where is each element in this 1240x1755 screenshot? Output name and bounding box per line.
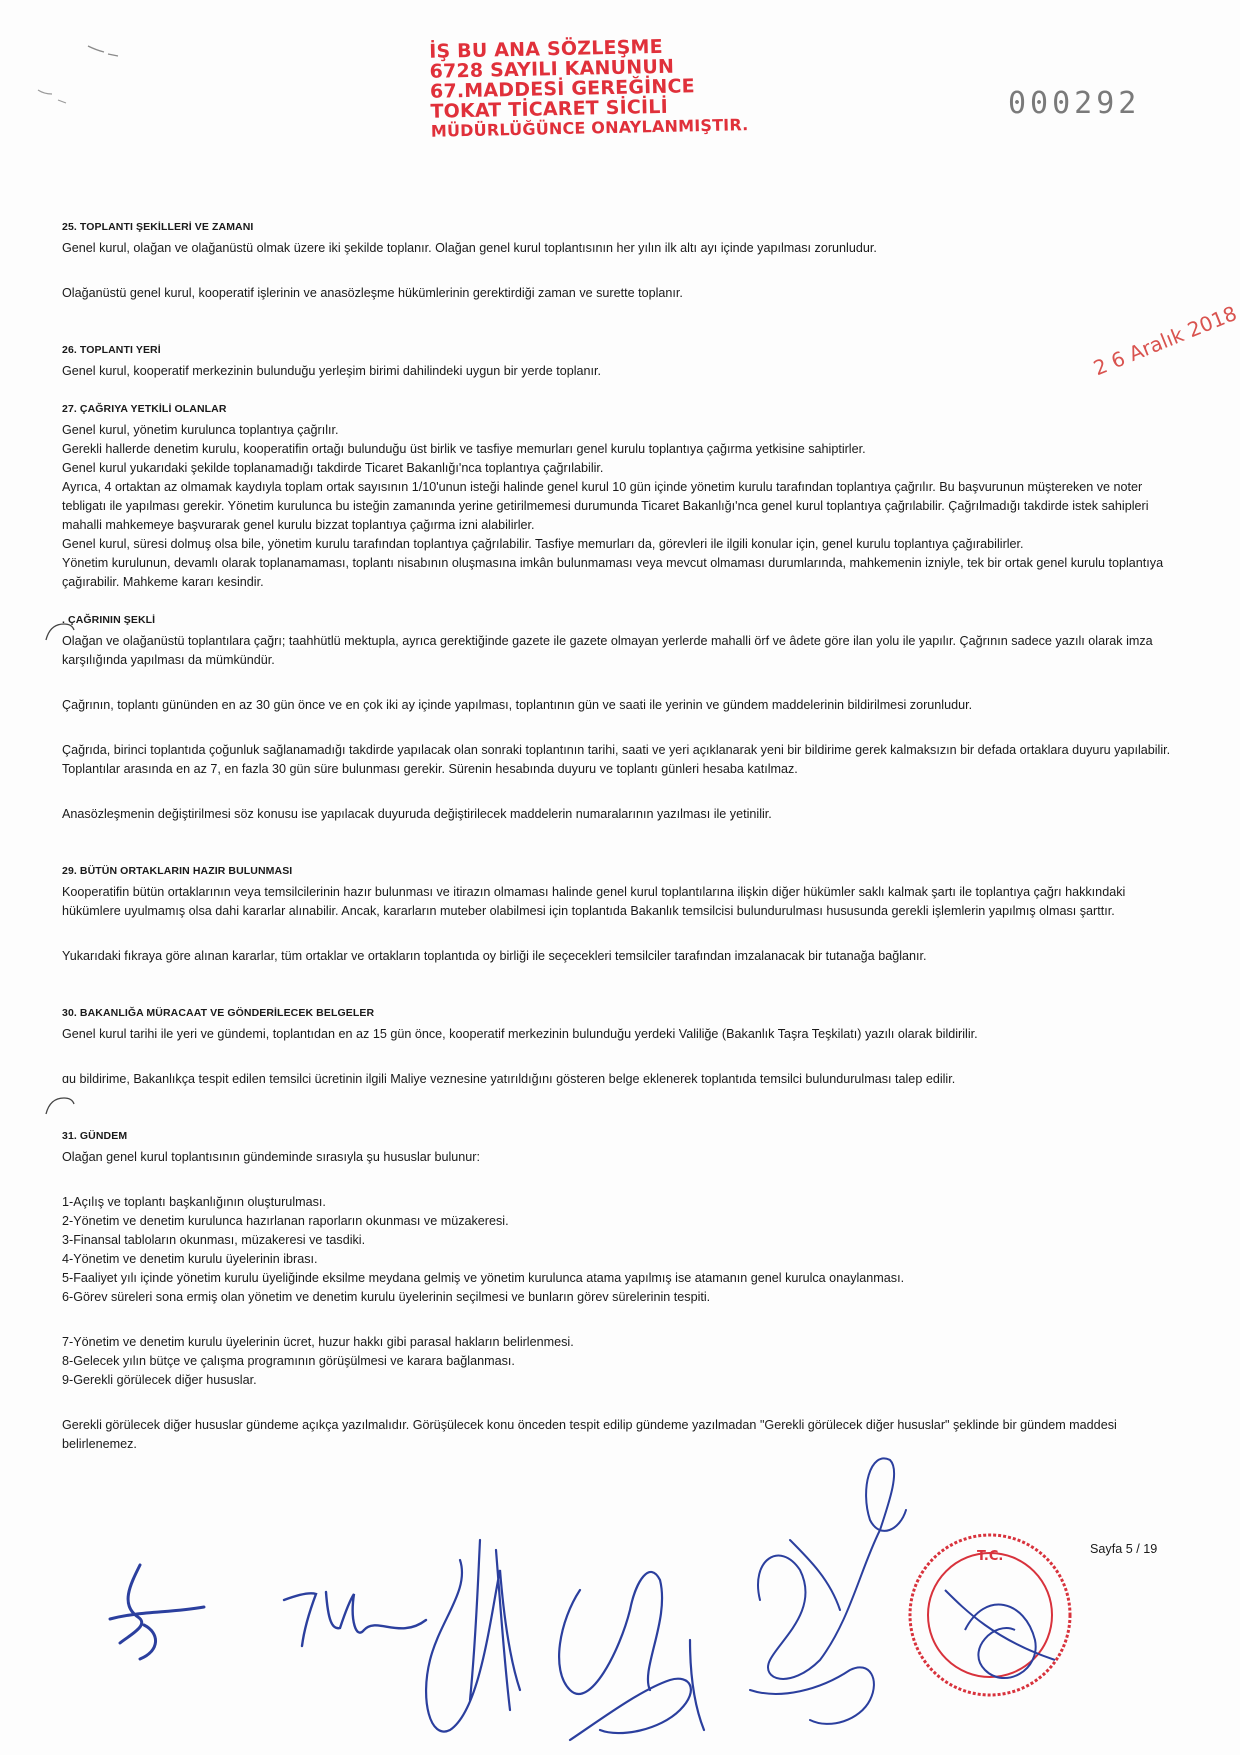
signature-icon xyxy=(100,1555,210,1665)
section-heading: 26. TOPLANTI YERİ xyxy=(62,344,161,356)
paragraph: Ayrıca, 4 ortaktan az olmamak kaydıyla toplam ortak sayısının 1/10'unun isteği halinde genel kurul 10 gün içinde yönetim kurulu tarafından toplantıya çağrılır. Bu başvurunun müştereken ve noter tebligatı ile yapılması gerekir. Yönetim kurulunca bu isteğin zamanında yerine getirilmemesi durumunda Ticaret Bakanlığı'nca genel kurul toplantıya çağrılabilir. Çağrılmadığı takdirde istek sahipleri mahalli mahkemeye başvurarak genel kurulu bizzat toplantıya çağırma izni alabilirler. xyxy=(62,480,1149,532)
section-heading: 30. BAKANLIĞA MÜRACAAT VE GÖNDERİLECEK BELGELER xyxy=(62,1007,375,1019)
paragraph: Kooperatifin bütün ortaklarının veya temsilcilerinin hazır bulunması ve itirazın olmaması halinde genel kurul toplantılarına ilişkin diğer hükümler saklı kalmak şartı ile toplantıya çağrı hakkındaki hükümlere uyulmamış olsa dahi kararlar alınabilir. Ancak, kararların muteber olabilmesi için toplantıda Bakanlık temsilcisi bulundurulması hususunda gerekli işlemlerin yapılmış olması şarttır. xyxy=(62,885,1126,918)
signature-icon xyxy=(730,1440,920,1740)
section-25 xyxy=(62,218,1182,303)
stamp-line: İŞ BU ANA SÖZLEŞME xyxy=(428,35,664,63)
paragraph: Genel kurul, yönetim kurulunca toplantıya çağrılır. xyxy=(62,423,339,437)
agenda-item: 2-Yönetim ve denetim kurulunca hazırlanan raporların okunması ve müzakeresi. xyxy=(62,1214,509,1228)
agenda-item: 7-Yönetim ve denetim kurulu üyelerinin ücret, huzur hakkı gibi parasal hakların belirlenmesi. xyxy=(62,1335,574,1349)
agenda-item: 9-Gerekli görülecek diğer hususlar. xyxy=(62,1373,257,1387)
signature-icon xyxy=(540,1520,710,1750)
stamp-line: MÜDÜRLÜĞÜNCE ONAYLANMIŞTIR. xyxy=(430,115,749,141)
paragraph: Gerekli hallerde denetim kurulu, kooperatifin ortağı bulunduğu üst birlik ve tasfiye memurları genel kurulu toplantıya çağırma yetkisine sahiptirler. xyxy=(62,442,866,456)
date-stamp: 2 6 Aralık 2018 xyxy=(1090,300,1240,381)
margin-bracket-icon xyxy=(40,616,80,646)
pen-mark-icon xyxy=(18,28,128,108)
margin-bracket-icon xyxy=(40,1090,80,1120)
paragraph: Genel kurul yukarıdaki şekilde toplanamadığı takdirde Ticaret Bakanlığı'nca toplantıya çağrılabilir. xyxy=(62,461,604,475)
agenda-item: 6-Görev süreleri sona ermiş olan yönetim ve denetim kurulu üyelerinin seçilmesi ve bunların görev sürelerinin tespiti. xyxy=(62,1290,711,1304)
paragraph: Genel kurul, olağan ve olağanüstü olmak üzere iki şekilde toplanır. Olağan genel kurul toplantısının her yılın ilk altı ayı içinde yapılması zorunludur. xyxy=(62,241,877,255)
paragraph: Çağrının, toplantı gününden en az 30 gün önce ve en çok iki ay içinde yapılması, toplantının gün ve saati ile yerinin ve gündem maddelerinin bildirilmesi zorunludur. xyxy=(62,698,973,712)
approval-stamp xyxy=(429,34,791,142)
section-31 xyxy=(62,1127,1182,1454)
paragraph: Anasözleşmenin değiştirilmesi söz konusu ise yapılacak duyuruda değiştirilecek maddelerin numaralarının yazılması ile yetinilir. xyxy=(62,807,772,821)
stamp-line: 6728 SAYILI KANUNUN xyxy=(429,55,675,83)
section-heading: 31. GÜNDEM xyxy=(62,1130,128,1142)
paragraph: Olağanüstü genel kurul, kooperatif işlerinin ve anasözleşme hükümlerinin gerektirdiği zaman ve surette toplanır. xyxy=(62,286,683,300)
section-27 xyxy=(62,400,1182,592)
section-heading: 27. ÇAĞRIYA YETKİLİ OLANLAR xyxy=(62,403,227,415)
paragraph: Genel kurul, kooperatif merkezinin bulunduğu yerleşim birimi dahilindeki uygun bir yerde toplanır. xyxy=(62,364,602,378)
agenda-item: 8-Gelecek yılın bütçe ve çalışma programının görüşülmesi ve karara bağlanması. xyxy=(62,1354,515,1368)
section-heading: 25. TOPLANTI ŞEKİLLERİ VE ZAMANI xyxy=(62,221,254,233)
signature-icon xyxy=(400,1500,550,1750)
stamp-line: 67.MADDESİ GEREĞİNCE xyxy=(429,75,696,103)
paragraph: Çağrıda, birinci toplantıda çoğunluk sağlanamadığı takdirde yapılacak olan sonraki toplantının tarihi, saati ve yeri açıklanarak yeni bir bildirime gerek kalmaksızın bir defada ortaklara duyuru yapılabilir. Toplantılar arasında en az 7, en fazla 30 gün süre bulunması gerekir. Sürenin hesabında duyuru ve toplantı günleri hesaba katılmaz. xyxy=(62,743,1171,776)
paragraph: ɑu bildirime, Bakanlıkça tespit edilen temsilci ücretinin ilgili Maliye veznesine yatırıldığını gösteren belge eklenerek toplantıda temsilci bulundurulması talep edilir. xyxy=(62,1072,956,1086)
document-body xyxy=(62,218,1182,1454)
agenda-item: 5-Faaliyet yılı içinde yönetim kurulu üyeliğinde eksilme meydana gelmiş ve yönetim kurulunca atama yapılmış ise atamanın genel kurulca onaylanması. xyxy=(62,1271,905,1285)
section-30 xyxy=(62,1004,1182,1089)
section-26 xyxy=(62,341,1182,381)
official-seal xyxy=(905,1530,1075,1700)
paragraph: Genel kurul tarihi ile yeri ve gündemi, toplantıdan en az 15 gün önce, kooperatif merkezinin bulunduğu yerdeki Valiliğe (Bakanlık Taşra Teşkilatı) yazılı olarak bildirilir. xyxy=(62,1027,978,1041)
paragraph: Gerekli görülecek diğer hususlar gündeme açıkça yazılmalıdır. Görüşülecek konu önceden tespit edilip gündeme yazılmadan "Gerekli görülecek diğer hususlar" şeklinde bir gündem maddesi belirlenemez. xyxy=(62,1418,1117,1451)
stamp-line: TOKAT TİCARET SİCİLİ xyxy=(430,95,669,123)
agenda-item: 4-Yönetim ve denetim kurulu üyelerinin ibrası. xyxy=(62,1252,318,1266)
section-heading: . ÇAĞRININ ŞEKLİ xyxy=(62,614,156,626)
section-29 xyxy=(62,862,1182,966)
document-number: 000292 xyxy=(1008,86,1141,121)
page-number: Sayfa 5 / 19 xyxy=(1090,1542,1158,1556)
section-heading: 29. BÜTÜN ORTAKLARIN HAZIR BULUNMASI xyxy=(62,865,293,877)
agenda-item: 1-Açılış ve toplantı başkanlığının oluşturulması. xyxy=(62,1195,326,1209)
seal-text: T.C. xyxy=(977,1549,1004,1564)
paragraph: Olağan genel kurul toplantısının gündeminde sırasıyla şu hususlar bulunur: xyxy=(62,1150,480,1164)
paragraph: Olağan ve olağanüstü toplantılara çağrı; taahhütlü mektupla, ayrıca gerektiğinde gazete ile gazete olmayan yerlerde mahalli örf ve âdete göre ilan yolu ile yapılır. Çağrının sadece yazılı olarak imza karşılığında yapılması da mümkündür. xyxy=(62,634,1153,667)
agenda-item: 3-Finansal tabloların okunması, müzakeresi ve tasdiki. xyxy=(62,1233,366,1247)
section-28 xyxy=(62,611,1182,824)
paragraph: Yönetim kurulunun, devamlı olarak toplanamaması, toplantı nisabının oluşmasına imkân bulunmaması veya mevcut olmaması durumlarında, mahkemenin izniyle, tek bir ortak genel kurulu toplantıya çağırabilir. Mahkeme kararı kesindir. xyxy=(62,556,1164,589)
paragraph: Genel kurul, süresi dolmuş olsa bile, yönetim kurulu tarafından toplantıya çağrılabilir. Tasfiye memurları da, görevleri ile ilgili konular için, genel kurulu toplantıya çağırabilirler. xyxy=(62,537,1024,551)
paragraph: Yukarıdaki fıkraya göre alınan kararlar, tüm ortaklar ve ortakların toplantıda oy birliği ile seçecekleri temsilciler tarafından imzalanacak bir tutanağa bağlanır. xyxy=(62,949,927,963)
